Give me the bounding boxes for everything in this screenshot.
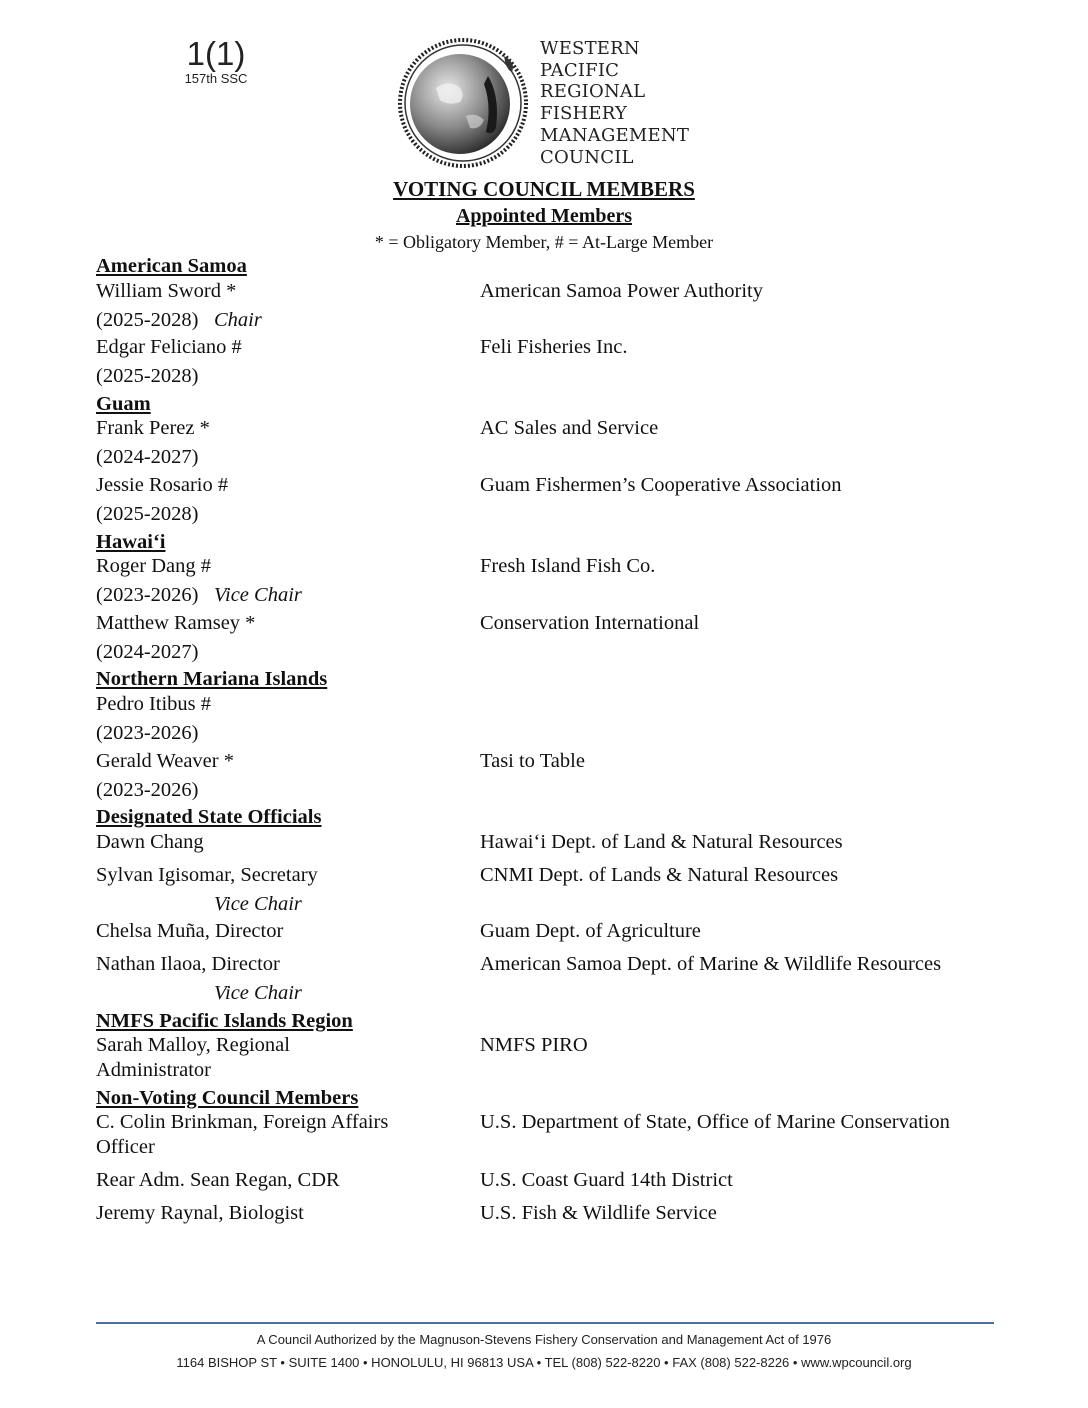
- council-logo-globe-icon: [396, 36, 530, 170]
- section-heading-cnmi: Northern Mariana Islands: [96, 668, 328, 690]
- member-affiliation: Feli Fisheries Inc.: [480, 336, 628, 358]
- section-heading-guam: Guam: [96, 393, 151, 415]
- member-name: Matthew Ramsey *: [96, 612, 256, 634]
- agenda-item-number: 1(1): [186, 35, 246, 72]
- member-term: (2025-2028): [96, 365, 199, 387]
- member-role: Chair: [214, 309, 262, 331]
- member-name: C. Colin Brinkman, Foreign Affairs: [96, 1111, 389, 1133]
- member-name: Pedro Itibus #: [96, 693, 212, 715]
- member-role: Vice Chair: [214, 584, 302, 606]
- member-affiliation: U.S. Coast Guard 14th District: [480, 1169, 733, 1191]
- org-line: MANAGEMENT: [540, 124, 690, 146]
- member-name: William Sword *: [96, 280, 237, 302]
- member-term: (2024-2027): [96, 641, 199, 663]
- org-line: PACIFIC: [540, 59, 620, 81]
- member-affiliation: U.S. Department of State, Office of Marine Conservation: [480, 1111, 950, 1133]
- member-affiliation: Hawai‘i Dept. of Land & Natural Resources: [480, 831, 843, 853]
- member-name: Dawn Chang: [96, 831, 204, 853]
- footer-divider: [96, 1322, 994, 1324]
- member-term: (2023-2026): [96, 584, 199, 606]
- member-affiliation: Fresh Island Fish Co.: [480, 555, 656, 577]
- meeting-label: 157th SSC: [184, 71, 248, 86]
- member-name-continued: Officer: [96, 1136, 155, 1158]
- org-line: FISHERY: [540, 103, 628, 125]
- footer-authorization: A Council Authorized by the Magnuson-Stevens Fishery Conservation and Management Act of 1976: [256, 1332, 832, 1347]
- membership-legend: * = Obligatory Member, # = At-Large Member: [374, 232, 714, 252]
- member-name: Roger Dang #: [96, 555, 212, 577]
- organization-name: [540, 38, 689, 168]
- member-affiliation: American Samoa Dept. of Marine & Wildlife Resources: [480, 953, 942, 975]
- member-name: Sarah Malloy, Regional: [96, 1034, 290, 1056]
- member-term: (2023-2026): [96, 779, 199, 801]
- member-name-continued: Administrator: [96, 1059, 212, 1081]
- org-line: REGIONAL: [540, 81, 646, 103]
- member-name: Edgar Feliciano #: [96, 336, 242, 358]
- org-line: COUNCIL: [540, 146, 634, 168]
- section-heading-non-voting: Non-Voting Council Members: [96, 1087, 359, 1109]
- member-name: Sylvan Igisomar, Secretary: [96, 864, 318, 886]
- member-name: Rear Adm. Sean Regan, CDR: [96, 1169, 340, 1191]
- section-heading-american-samoa: American Samoa: [96, 255, 247, 277]
- member-term: (2024-2027): [96, 446, 199, 468]
- member-role: Vice Chair: [214, 893, 302, 915]
- section-heading-state-officials: Designated State Officials: [96, 806, 322, 828]
- org-line: WESTERN: [540, 38, 640, 59]
- page-subtitle: Appointed Members: [455, 205, 633, 227]
- section-heading-nmfs: NMFS Pacific Islands Region: [96, 1010, 353, 1032]
- member-name: Gerald Weaver *: [96, 750, 234, 772]
- member-term: (2023-2026): [96, 722, 199, 744]
- member-name: Nathan Ilaoa, Director: [96, 953, 280, 975]
- member-name: Frank Perez *: [96, 417, 210, 439]
- member-role: Vice Chair: [214, 982, 302, 1004]
- member-term: (2025-2028): [96, 309, 199, 331]
- member-affiliation: CNMI Dept. of Lands & Natural Resources: [480, 864, 839, 886]
- document-tag: [176, 36, 256, 86]
- member-affiliation: Tasi to Table: [480, 750, 585, 772]
- member-term: (2025-2028): [96, 503, 199, 525]
- member-affiliation: NMFS PIRO: [480, 1034, 588, 1056]
- member-affiliation: U.S. Fish & Wildlife Service: [480, 1202, 717, 1224]
- page-title: VOTING COUNCIL MEMBERS: [393, 177, 695, 201]
- member-affiliation: American Samoa Power Authority: [480, 280, 763, 302]
- section-heading-hawaii: Hawai‘i: [96, 531, 166, 553]
- member-affiliation: Conservation International: [480, 612, 700, 634]
- footer-contact: 1164 BISHOP ST • SUITE 1400 • HONOLULU, HI 96813 USA • TEL (808) 522-8220 • FAX (808) 522-8226 • www.wpcouncil.org: [176, 1355, 912, 1370]
- member-affiliation: AC Sales and Service: [480, 417, 659, 439]
- member-name: Jeremy Raynal, Biologist: [96, 1202, 304, 1224]
- member-affiliation: Guam Dept. of Agriculture: [480, 920, 701, 942]
- member-name: Jessie Rosario #: [96, 474, 229, 496]
- member-affiliation: Guam Fishermen’s Cooperative Association: [480, 474, 842, 496]
- member-name: Chelsa Muña, Director: [96, 920, 284, 942]
